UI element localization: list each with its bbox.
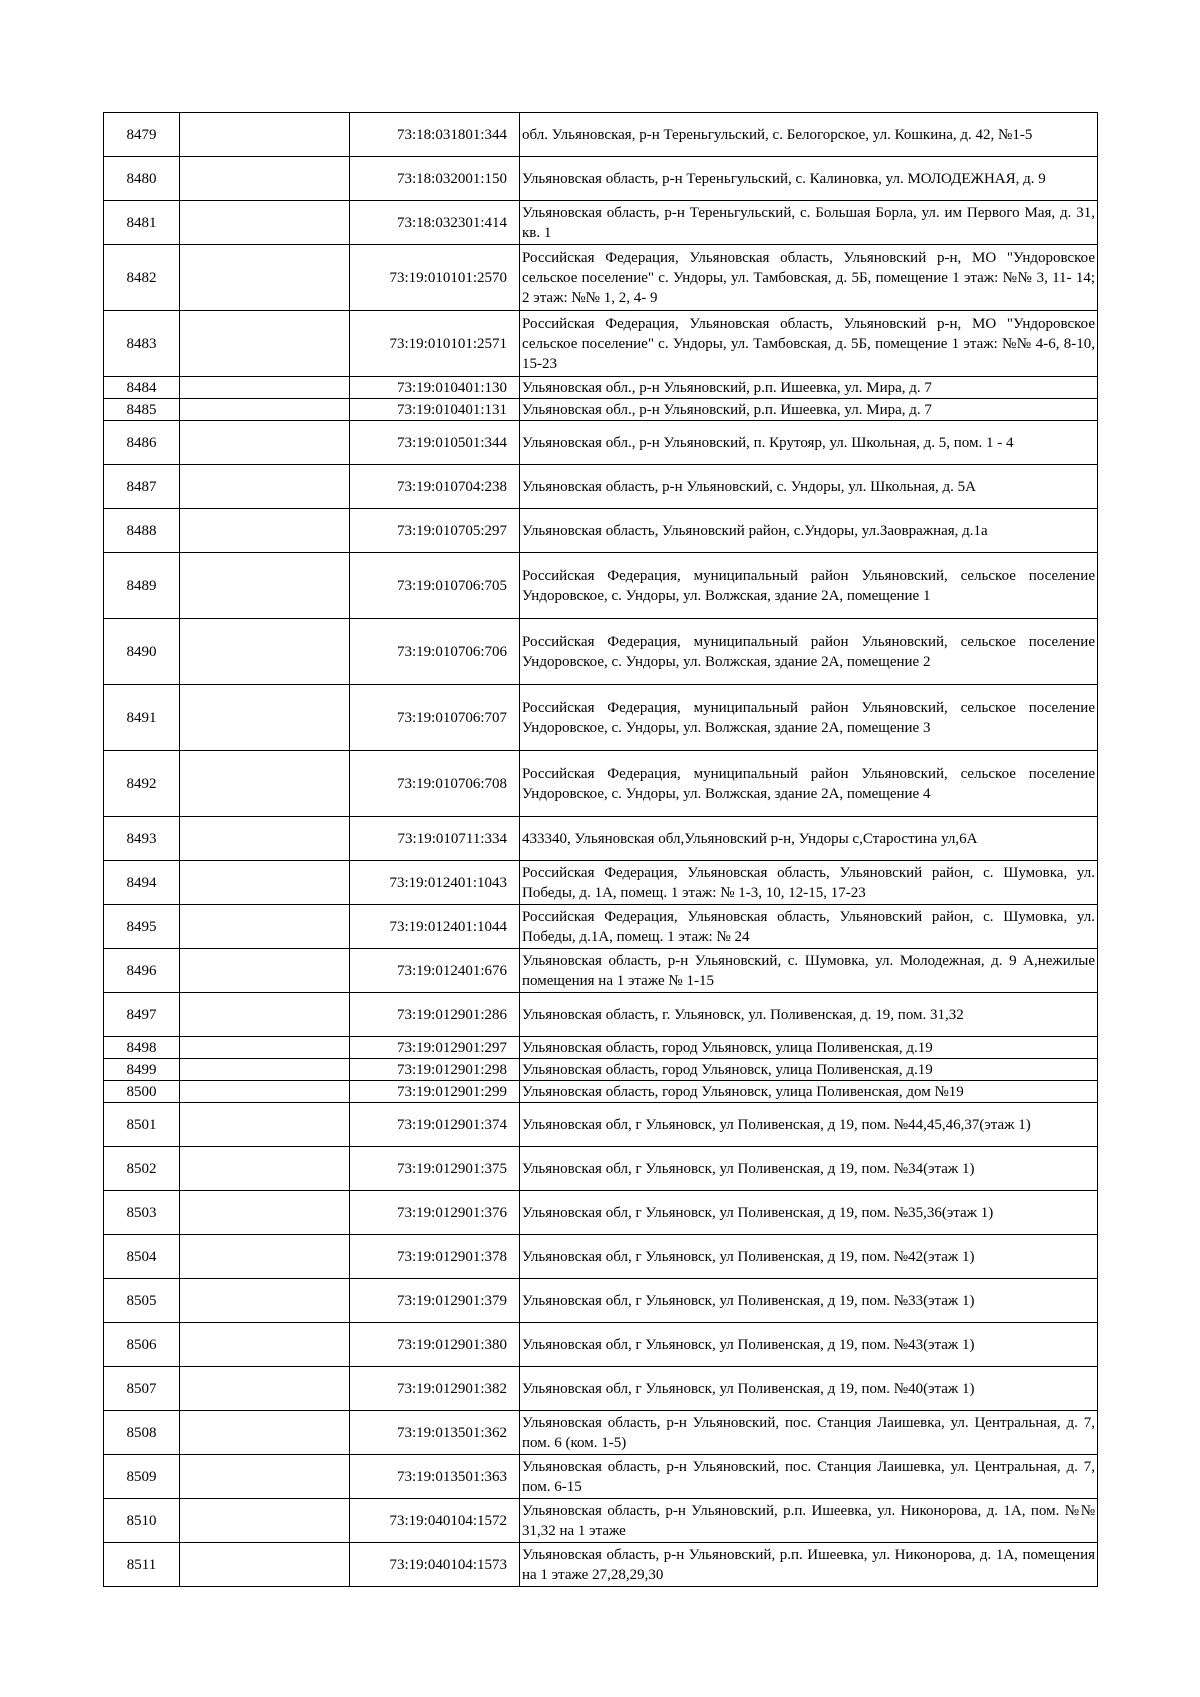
address-cell: Ульяновская обл., р-н Ульяновский, р.п. Ишеевка, ул. Мира, д. 7 <box>520 377 1098 399</box>
table-row <box>104 201 1098 245</box>
property-register-body <box>104 113 1098 1587</box>
owner-cell <box>180 949 350 993</box>
cadastral-number-cell: 73:19:012901:286 <box>350 993 520 1037</box>
cadastral-number-cell: 73:19:010706:705 <box>350 553 520 619</box>
owner-cell <box>180 1499 350 1543</box>
table-row <box>104 1191 1098 1235</box>
row-number-cell: 8499 <box>104 1059 180 1081</box>
table-row <box>104 1059 1098 1081</box>
owner-cell <box>180 905 350 949</box>
row-number-cell: 8494 <box>104 861 180 905</box>
row-number-cell: 8504 <box>104 1235 180 1279</box>
owner-cell <box>180 1191 350 1235</box>
address-cell: Ульяновская область, р-н Ульяновский, с. Шумовка, ул. Молодежная, д. 9 А,нежилые помещения на 1 этаже № 1-15 <box>520 949 1098 993</box>
cadastral-number-cell: 73:19:012901:374 <box>350 1103 520 1147</box>
row-number-cell: 8495 <box>104 905 180 949</box>
table-row <box>104 1081 1098 1103</box>
row-number-cell: 8511 <box>104 1543 180 1587</box>
owner-cell <box>180 399 350 421</box>
row-number-cell: 8491 <box>104 685 180 751</box>
row-number-cell: 8489 <box>104 553 180 619</box>
address-cell: Ульяновская обл, г Ульяновск, ул Поливенская, д 19, пом. №35,36(этаж 1) <box>520 1191 1098 1235</box>
address-cell: 433340, Ульяновская обл,Ульяновский р-н, Ундоры с,Старостина ул,6А <box>520 817 1098 861</box>
table-row <box>104 509 1098 553</box>
table-row <box>104 245 1098 311</box>
table-row <box>104 905 1098 949</box>
row-number-cell: 8507 <box>104 1367 180 1411</box>
address-cell: Ульяновская область, р-н Ульяновский, пос. Станция Лаишевка, ул. Центральная, д. 7, пом. 6-15 <box>520 1455 1098 1499</box>
owner-cell <box>180 1367 350 1411</box>
owner-cell <box>180 993 350 1037</box>
address-cell: Ульяновская обл, г Ульяновск, ул Поливенская, д 19, пом. №43(этаж 1) <box>520 1323 1098 1367</box>
row-number-cell: 8509 <box>104 1455 180 1499</box>
address-cell: Российская Федерация, Ульяновская область, Ульяновский р-н, МО "Ундоровское сельское поселение" с. Ундоры, ул. Тамбовская, д. 5Б, помещение 1 этаж: №№ 4-6, 8-10, 15-23 <box>520 311 1098 377</box>
row-number-cell: 8487 <box>104 465 180 509</box>
address-cell: Ульяновская область, Ульяновский район, с.Ундоры, ул.Заовражная, д.1а <box>520 509 1098 553</box>
row-number-cell: 8483 <box>104 311 180 377</box>
table-row <box>104 685 1098 751</box>
address-cell: Ульяновская область, город Ульяновск, улица Поливенская, д.19 <box>520 1037 1098 1059</box>
table-row <box>104 1543 1098 1587</box>
row-number-cell: 8486 <box>104 421 180 465</box>
address-cell: Российская Федерация, Ульяновская область, Ульяновский район, с. Шумовка, ул. Победы, д. 1А, помещ. 1 этаж: № 1-3, 10, 12-15, 17-23 <box>520 861 1098 905</box>
owner-cell <box>180 1147 350 1191</box>
row-number-cell: 8493 <box>104 817 180 861</box>
table-row <box>104 1411 1098 1455</box>
cadastral-number-cell: 73:19:012901:382 <box>350 1367 520 1411</box>
table-row <box>104 1499 1098 1543</box>
cadastral-number-cell: 73:18:031801:344 <box>350 113 520 157</box>
owner-cell <box>180 1059 350 1081</box>
table-row <box>104 993 1098 1037</box>
row-number-cell: 8506 <box>104 1323 180 1367</box>
row-number-cell: 8488 <box>104 509 180 553</box>
row-number-cell: 8502 <box>104 1147 180 1191</box>
cadastral-number-cell: 73:19:012401:1044 <box>350 905 520 949</box>
property-register-table <box>103 112 1098 1587</box>
row-number-cell: 8482 <box>104 245 180 311</box>
cadastral-number-cell: 73:19:012401:676 <box>350 949 520 993</box>
cadastral-number-cell: 73:19:010711:334 <box>350 817 520 861</box>
row-number-cell: 8497 <box>104 993 180 1037</box>
cadastral-number-cell: 73:19:010705:297 <box>350 509 520 553</box>
row-number-cell: 8496 <box>104 949 180 993</box>
table-row <box>104 817 1098 861</box>
cadastral-number-cell: 73:19:010501:344 <box>350 421 520 465</box>
table-row <box>104 1147 1098 1191</box>
row-number-cell: 8481 <box>104 201 180 245</box>
row-number-cell: 8508 <box>104 1411 180 1455</box>
table-row <box>104 311 1098 377</box>
address-cell: Российская Федерация, муниципальный район Ульяновский, сельское поселение Ундоровское, с. Ундоры, ул. Волжская, здание 2А, помещение 4 <box>520 751 1098 817</box>
table-row <box>104 553 1098 619</box>
table-row <box>104 1323 1098 1367</box>
owner-cell <box>180 553 350 619</box>
address-cell: Российская Федерация, Ульяновская область, Ульяновский р-н, МО "Ундоровское сельское поселение" с. Ундоры, ул. Тамбовская, д. 5Б, помещение 1 этаж: №№ 3, 11- 14; 2 этаж: №№ 1, 2, 4- 9 <box>520 245 1098 311</box>
cadastral-number-cell: 73:19:010101:2571 <box>350 311 520 377</box>
cadastral-number-cell: 73:19:012901:299 <box>350 1081 520 1103</box>
address-cell: Ульяновская обл, г Ульяновск, ул Поливенская, д 19, пом. №33(этаж 1) <box>520 1279 1098 1323</box>
address-cell: Ульяновская обл., р-н Ульяновский, р.п. Ишеевка, ул. Мира, д. 7 <box>520 399 1098 421</box>
row-number-cell: 8503 <box>104 1191 180 1235</box>
cadastral-number-cell: 73:19:012901:376 <box>350 1191 520 1235</box>
cadastral-number-cell: 73:19:040104:1573 <box>350 1543 520 1587</box>
owner-cell <box>180 619 350 685</box>
row-number-cell: 8480 <box>104 157 180 201</box>
address-cell: Ульяновская обл, г Ульяновск, ул Поливенская, д 19, пом. №44,45,46,37(этаж 1) <box>520 1103 1098 1147</box>
cadastral-number-cell: 73:19:010704:238 <box>350 465 520 509</box>
cadastral-number-cell: 73:19:012401:1043 <box>350 861 520 905</box>
owner-cell <box>180 1103 350 1147</box>
address-cell: Российская Федерация, муниципальный район Ульяновский, сельское поселение Ундоровское, с. Ундоры, ул. Волжская, здание 2А, помещение 2 <box>520 619 1098 685</box>
cadastral-number-cell: 73:19:010706:707 <box>350 685 520 751</box>
cadastral-number-cell: 73:19:010401:131 <box>350 399 520 421</box>
owner-cell <box>180 1279 350 1323</box>
row-number-cell: 8501 <box>104 1103 180 1147</box>
owner-cell <box>180 465 350 509</box>
address-cell: Ульяновская обл, г Ульяновск, ул Поливенская, д 19, пом. №40(этаж 1) <box>520 1367 1098 1411</box>
row-number-cell: 8479 <box>104 113 180 157</box>
address-cell: Ульяновская область, город Ульяновск, улица Поливенская, дом №19 <box>520 1081 1098 1103</box>
owner-cell <box>180 509 350 553</box>
cadastral-number-cell: 73:19:012901:375 <box>350 1147 520 1191</box>
row-number-cell: 8484 <box>104 377 180 399</box>
cadastral-number-cell: 73:19:040104:1572 <box>350 1499 520 1543</box>
cadastral-number-cell: 73:18:032001:150 <box>350 157 520 201</box>
table-row <box>104 861 1098 905</box>
table-row <box>104 113 1098 157</box>
cadastral-number-cell: 73:19:013501:363 <box>350 1455 520 1499</box>
owner-cell <box>180 421 350 465</box>
owner-cell <box>180 1455 350 1499</box>
row-number-cell: 8510 <box>104 1499 180 1543</box>
owner-cell <box>180 1411 350 1455</box>
owner-cell <box>180 685 350 751</box>
address-cell: Ульяновская область, р-н Ульяновский, с. Ундоры, ул. Школьная, д. 5А <box>520 465 1098 509</box>
row-number-cell: 8498 <box>104 1037 180 1059</box>
address-cell: Ульяновская область, р-н Ульяновский, р.п. Ишеевка, ул. Никонорова, д. 1А, помещения на 1 этаже 27,28,29,30 <box>520 1543 1098 1587</box>
table-row <box>104 1103 1098 1147</box>
address-cell: Российская Федерация, муниципальный район Ульяновский, сельское поселение Ундоровское, с. Ундоры, ул. Волжская, здание 2А, помещение 1 <box>520 553 1098 619</box>
owner-cell <box>180 1543 350 1587</box>
owner-cell <box>180 201 350 245</box>
table-row <box>104 949 1098 993</box>
cadastral-number-cell: 73:19:010401:130 <box>350 377 520 399</box>
table-row <box>104 619 1098 685</box>
owner-cell <box>180 1235 350 1279</box>
address-cell: Ульяновская обл, г Ульяновск, ул Поливенская, д 19, пом. №42(этаж 1) <box>520 1235 1098 1279</box>
owner-cell <box>180 377 350 399</box>
address-cell: Ульяновская область, р-н Ульяновский, р.п. Ишеевка, ул. Никонорова, д. 1А, пом. №№ 31,32 на 1 этаже <box>520 1499 1098 1543</box>
cadastral-number-cell: 73:19:010706:706 <box>350 619 520 685</box>
cadastral-number-cell: 73:18:032301:414 <box>350 201 520 245</box>
cadastral-number-cell: 73:19:012901:380 <box>350 1323 520 1367</box>
address-cell: Российская Федерация, муниципальный район Ульяновский, сельское поселение Ундоровское, с. Ундоры, ул. Волжская, здание 2А, помещение 3 <box>520 685 1098 751</box>
address-cell: Ульяновская обл, г Ульяновск, ул Поливенская, д 19, пом. №34(этаж 1) <box>520 1147 1098 1191</box>
cadastral-number-cell: 73:19:012901:298 <box>350 1059 520 1081</box>
owner-cell <box>180 817 350 861</box>
address-cell: обл. Ульяновская, р-н Тереньгульский, с. Белогорское, ул. Кошкина, д. 42, №1-5 <box>520 113 1098 157</box>
cadastral-number-cell: 73:19:010706:708 <box>350 751 520 817</box>
address-cell: Ульяновская область, р-н Тереньгульский, с. Калиновка, ул. МОЛОДЕЖНАЯ, д. 9 <box>520 157 1098 201</box>
owner-cell <box>180 751 350 817</box>
row-number-cell: 8490 <box>104 619 180 685</box>
address-cell: Ульяновская область, г. Ульяновск, ул. Поливенская, д. 19, пом. 31,32 <box>520 993 1098 1037</box>
table-row <box>104 157 1098 201</box>
table-row <box>104 465 1098 509</box>
table-row <box>104 1235 1098 1279</box>
table-row <box>104 399 1098 421</box>
address-cell: Ульяновская область, город Ульяновск, улица Поливенская, д.19 <box>520 1059 1098 1081</box>
cadastral-number-cell: 73:19:013501:362 <box>350 1411 520 1455</box>
table-row <box>104 1037 1098 1059</box>
row-number-cell: 8505 <box>104 1279 180 1323</box>
table-row <box>104 1455 1098 1499</box>
owner-cell <box>180 113 350 157</box>
owner-cell <box>180 1037 350 1059</box>
cadastral-number-cell: 73:19:012901:297 <box>350 1037 520 1059</box>
table-row <box>104 377 1098 399</box>
owner-cell <box>180 311 350 377</box>
owner-cell <box>180 245 350 311</box>
owner-cell <box>180 1323 350 1367</box>
cadastral-number-cell: 73:19:012901:378 <box>350 1235 520 1279</box>
owner-cell <box>180 157 350 201</box>
row-number-cell: 8500 <box>104 1081 180 1103</box>
table-row <box>104 421 1098 465</box>
row-number-cell: 8492 <box>104 751 180 817</box>
row-number-cell: 8485 <box>104 399 180 421</box>
address-cell: Ульяновская область, р-н Тереньгульский, с. Большая Борла, ул. им Первого Мая, д. 31, кв. 1 <box>520 201 1098 245</box>
address-cell: Ульяновская обл., р-н Ульяновский, п. Крутояр, ул. Школьная, д. 5, пом. 1 - 4 <box>520 421 1098 465</box>
table-row <box>104 1279 1098 1323</box>
cadastral-number-cell: 73:19:012901:379 <box>350 1279 520 1323</box>
table-row <box>104 1367 1098 1411</box>
owner-cell <box>180 861 350 905</box>
address-cell: Российская Федерация, Ульяновская область, Ульяновский район, с. Шумовка, ул. Победы, д.1А, помещ. 1 этаж: № 24 <box>520 905 1098 949</box>
owner-cell <box>180 1081 350 1103</box>
table-row <box>104 751 1098 817</box>
cadastral-number-cell: 73:19:010101:2570 <box>350 245 520 311</box>
address-cell: Ульяновская область, р-н Ульяновский, пос. Станция Лаишевка, ул. Центральная, д. 7, пом. 6 (ком. 1-5) <box>520 1411 1098 1455</box>
